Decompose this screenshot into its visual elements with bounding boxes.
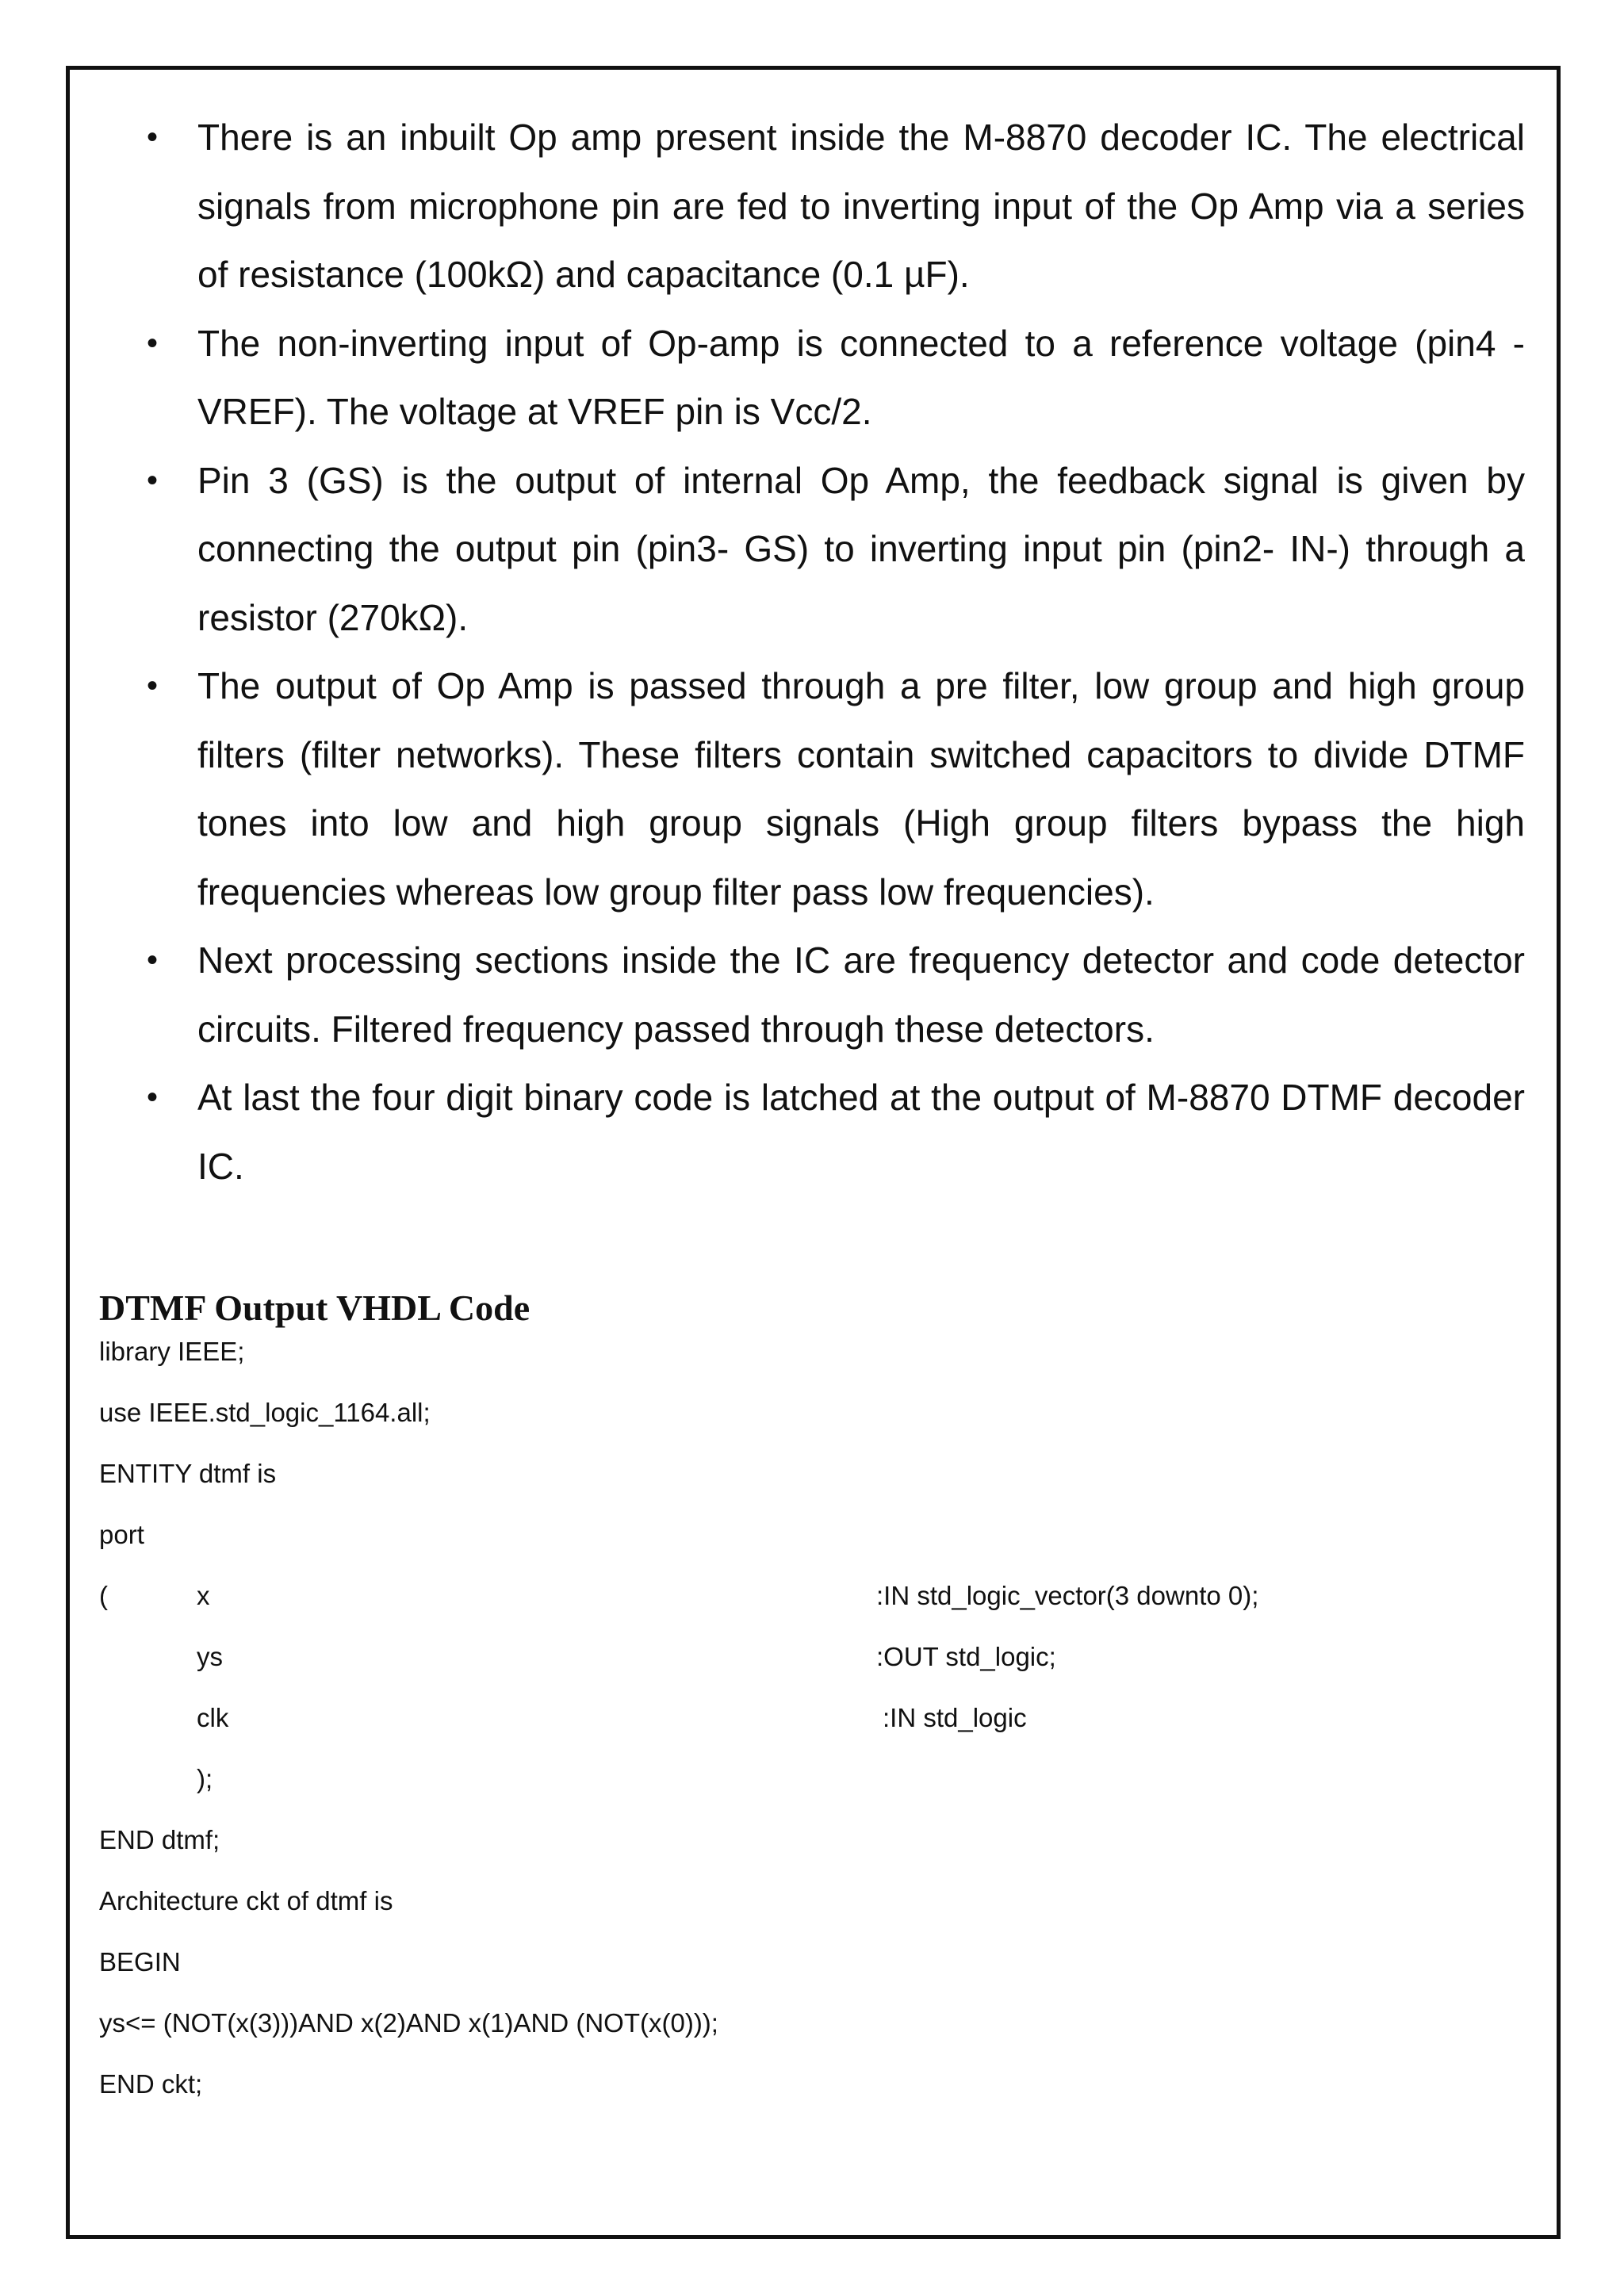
code-text: BEGIN xyxy=(99,1947,181,1976)
code-text: ys<= (NOT(x(3)))AND x(2)AND x(1)AND (NOT(x(0))); xyxy=(99,2008,718,2038)
code-text: Architecture ckt of dtmf is xyxy=(99,1886,393,1915)
vhdl-code-block xyxy=(99,1336,1526,2130)
code-text: ENTITY dtmf is xyxy=(99,1459,277,1488)
code-line xyxy=(99,1519,1526,1580)
bullet-item-latch xyxy=(66,1063,1525,1200)
bullet-text: The non-inverting input of Op-amp is connected to a reference voltage (pin4 -VREF). The voltage at VREF pin is Vcc/2. xyxy=(197,322,1525,432)
bullet-item-opamp xyxy=(66,103,1525,309)
code-line xyxy=(99,1397,1526,1458)
bullet-dot-icon: • xyxy=(147,325,159,361)
bullet-item-noninverting xyxy=(66,309,1525,446)
code-line xyxy=(99,2007,1526,2068)
bullet-dot-icon: • xyxy=(147,462,159,498)
bullet-item-detectors xyxy=(66,926,1525,1063)
code-text: port xyxy=(99,1520,144,1549)
bullet-item-filters xyxy=(66,652,1525,926)
bullet-text: Next processing sections inside the IC are frequency detector and code detector circuits. Filtered frequency passed through these detectors. xyxy=(197,939,1525,1050)
code-text: library IEEE; xyxy=(99,1337,245,1366)
code-port-ys xyxy=(99,1641,1526,1702)
bullet-text: The output of Op Amp is passed through a pre filter, low group and high group filters (filter networks). These filters contain switched capacitors to divide DTMF tones into low and high group signals (High group filters bypass the high frequencies whereas low group filter pass low frequencies). xyxy=(197,665,1525,913)
code-line xyxy=(99,2068,1526,2130)
code-port-name: clk xyxy=(197,1703,229,1732)
code-port-name: ys xyxy=(197,1642,223,1671)
bullet-dot-icon: • xyxy=(147,120,159,155)
bullet-list xyxy=(66,103,1525,1200)
code-port-type: :OUT std_logic; xyxy=(876,1642,1056,1671)
code-port-type: :IN std_logic_vector(3 downto 0); xyxy=(876,1581,1259,1610)
bullet-text: There is an inbuilt Op amp present inside the M-8870 decoder IC. The electrical signals from microphone pin are fed to inverting input of the Op Amp via a series of resistance (100kΩ) and capacitance (0.1 µF). xyxy=(197,117,1525,295)
code-line xyxy=(99,1336,1526,1397)
bullet-text: Pin 3 (GS) is the output of internal Op Amp, the feedback signal is given by connecting the output pin (pin3- GS) to inverting input pin (pin2- IN-) through a resistor (270kΩ). xyxy=(197,459,1525,638)
code-port-name: x xyxy=(197,1581,210,1610)
code-line xyxy=(99,1458,1526,1519)
section-heading: DTMF Output VHDL Code xyxy=(99,1288,530,1328)
code-line xyxy=(99,1946,1526,2007)
code-line xyxy=(99,1824,1526,1885)
code-paren-open: ( xyxy=(99,1581,108,1610)
code-paren-close: ); xyxy=(197,1764,213,1793)
bullet-item-pin3 xyxy=(66,446,1525,652)
code-text: END ckt; xyxy=(99,2069,203,2099)
code-port-type: :IN std_logic xyxy=(883,1703,1027,1732)
bullet-dot-icon: • xyxy=(147,668,159,703)
bullet-dot-icon: • xyxy=(147,1080,159,1115)
code-line xyxy=(99,1885,1526,1946)
code-port-x xyxy=(99,1580,1526,1641)
code-text: use IEEE.std_logic_1164.all; xyxy=(99,1398,431,1427)
code-port-clk xyxy=(99,1702,1526,1763)
code-text: END dtmf; xyxy=(99,1825,220,1854)
code-port-close xyxy=(99,1763,1526,1824)
bullet-dot-icon: • xyxy=(147,943,159,978)
bullet-text: At last the four digit binary code is latched at the output of M-8870 DTMF decoder IC. xyxy=(197,1077,1525,1187)
